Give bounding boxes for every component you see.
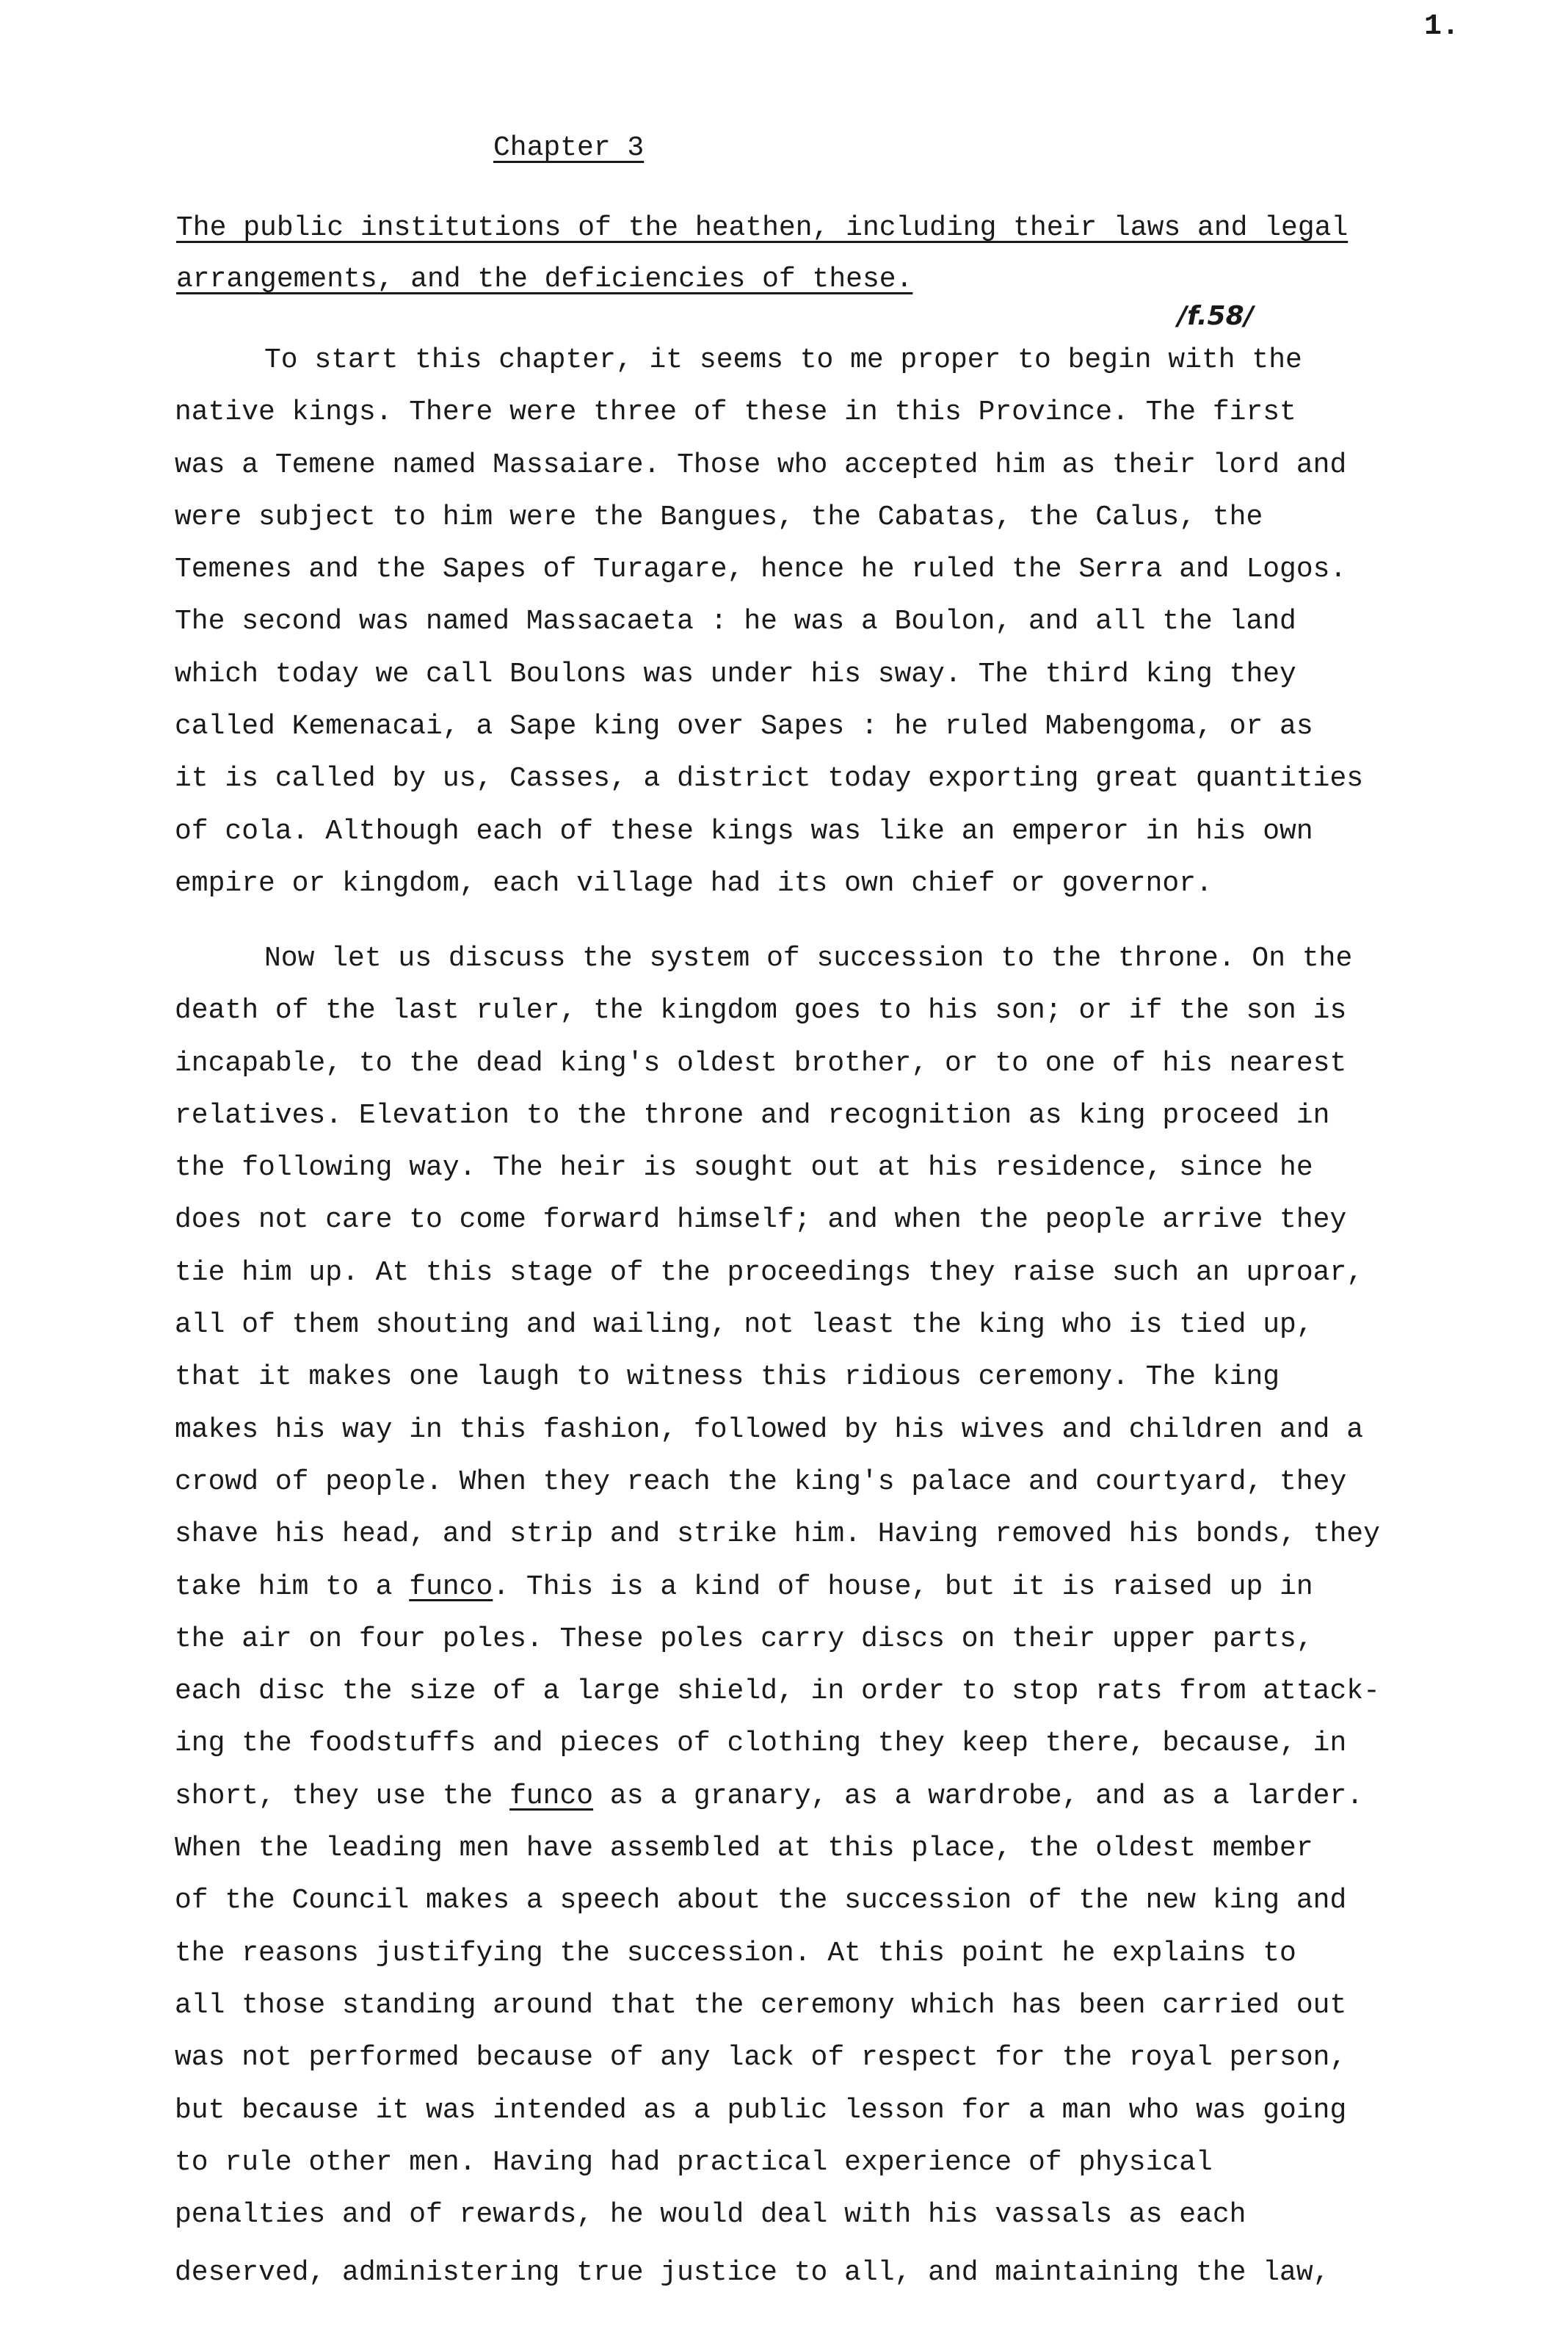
paragraph-succession bbox=[175, 932, 1489, 2300]
text-line: which today we call Boulons was under his sway. The third king they bbox=[175, 658, 1296, 690]
chapter-subtitle bbox=[176, 203, 1424, 305]
text-line: was not performed because of any lack of respect for the royal person, bbox=[175, 2042, 1347, 2074]
text-line: of cola. Although each of these kings was like an emperor in his own bbox=[175, 815, 1313, 847]
text-line: penalties and of rewards, he would deal with his vassals as each bbox=[175, 2199, 1246, 2231]
underlined-term-funco: funco bbox=[509, 1780, 594, 1812]
text-fragment: as a granary, as a wardrobe, and as a larder. bbox=[593, 1780, 1364, 1812]
text-line: the air on four poles. These poles carry discs on their upper parts, bbox=[175, 1623, 1313, 1655]
text-line: relatives. Elevation to the throne and recognition as king proceed in bbox=[175, 1099, 1330, 1131]
text-fragment: short, they use the bbox=[175, 1780, 510, 1812]
text-line: shave his head, and strip and strike him. Having removed his bonds, they bbox=[175, 1518, 1380, 1551]
text-line: death of the last ruler, the kingdom goes to his son; or if the son is bbox=[175, 995, 1347, 1027]
text-fragment: . This is a kind of house, but it is raised up in bbox=[493, 1570, 1313, 1603]
text-line: was a Temene named Massaiare. Those who accepted him as their lord and bbox=[175, 449, 1347, 481]
text-line: all those standing around that the ceremony which has been carried out bbox=[175, 1989, 1347, 2021]
subtitle-line: The public institutions of the heathen, including their laws and legal bbox=[176, 212, 1349, 244]
text-line-funco bbox=[175, 1770, 1489, 1822]
text-line: does not care to come forward himself; and when the people arrive they bbox=[175, 1204, 1347, 1236]
text-line: were subject to him were the Bangues, the Cabatas, the Calus, the bbox=[175, 501, 1263, 533]
text-line: To start this chapter, it seems to me proper to begin with the bbox=[264, 344, 1302, 376]
text-line: the reasons justifying the succession. At this point he explains to bbox=[175, 1937, 1296, 1969]
text-line: deserved, administering true justice to all, and maintaining the law, bbox=[175, 2257, 1330, 2289]
text-line: makes his way in this fashion, followed by his wives and children and a bbox=[175, 1413, 1364, 1446]
text-line: crowd of people. When they reach the king's palace and courtyard, they bbox=[175, 1465, 1347, 1498]
text-line: When the leading men have assembled at this place, the oldest member bbox=[175, 1833, 1313, 1865]
text-line: each disc the size of a large shield, in order to stop rats from attack- bbox=[175, 1675, 1380, 1708]
text-fragment: take him to a bbox=[175, 1570, 410, 1603]
text-line: incapable, to the dead king's oldest brother, or to one of his nearest bbox=[175, 1047, 1347, 1079]
underlined-term-funco: funco bbox=[409, 1570, 493, 1603]
text-line-funco bbox=[175, 1561, 1489, 1613]
text-line: the following way. The heir is sought out at his residence, since he bbox=[175, 1152, 1313, 1184]
text-line: it is called by us, Casses, a district today exporting great quantities bbox=[175, 763, 1364, 795]
text-line: native kings. There were three of these in this Province. The first bbox=[175, 396, 1296, 429]
text-line: of the Council makes a speech about the succession of the new king and bbox=[175, 1885, 1347, 1917]
text-line: that it makes one laugh to witness this ridious ceremony. The king bbox=[175, 1361, 1280, 1394]
text-line: but because it was intended as a public lesson for a man who was going bbox=[175, 2094, 1347, 2126]
text-line: empire or kingdom, each village had its own chief or governor. bbox=[175, 867, 1213, 899]
text-line: called Kemenacai, a Sape king over Sapes : he ruled Mabengoma, or as bbox=[175, 711, 1313, 743]
text-line: all of them shouting and wailing, not least the king who is tied up, bbox=[175, 1309, 1313, 1341]
text-line: Now let us discuss the system of succession to the throne. On the bbox=[264, 943, 1353, 974]
text-line: The second was named Massacaeta : he was a Boulon, and all the land bbox=[175, 606, 1296, 638]
page-number: 1. bbox=[1424, 10, 1460, 43]
paragraph-kings bbox=[175, 334, 1489, 910]
text-line: to rule other men. Having had practical experience of physical bbox=[175, 2146, 1213, 2178]
handwritten-folio-note: /f.58/ bbox=[1177, 301, 1254, 331]
text-line: ing the foodstuffs and pieces of clothing they keep there, because, in bbox=[175, 1728, 1347, 1760]
chapter-heading: Chapter 3 bbox=[493, 132, 645, 164]
subtitle-line: arrangements, and the deficiencies of these. bbox=[176, 264, 913, 295]
text-line: tie him up. At this stage of the proceedings they raise such an uproar, bbox=[175, 1256, 1364, 1289]
text-line: Temenes and the Sapes of Turagare, hence he ruled the Serra and Logos. bbox=[175, 554, 1347, 586]
